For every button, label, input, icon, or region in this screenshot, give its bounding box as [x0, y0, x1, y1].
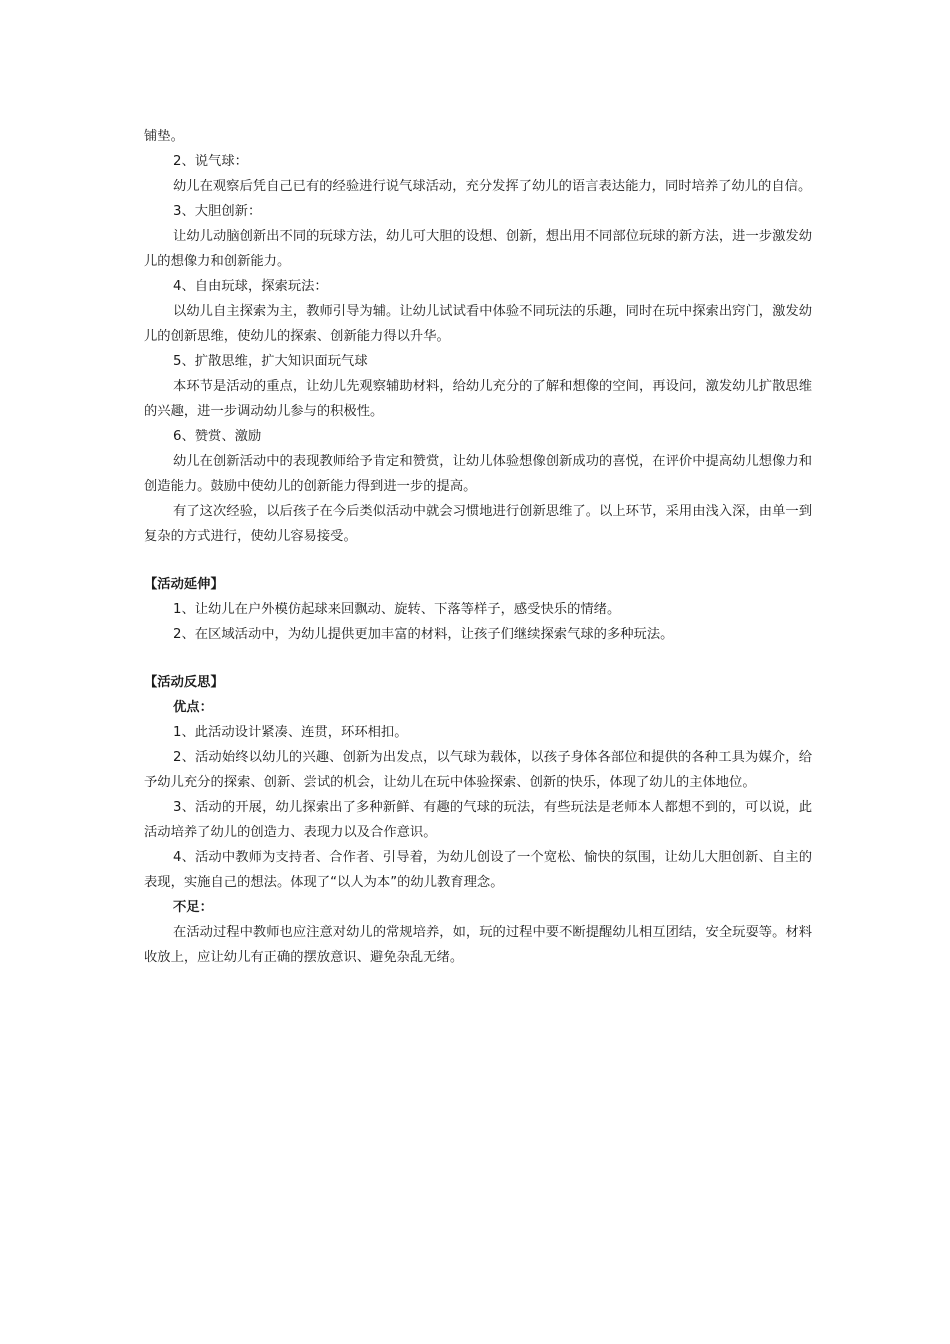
step-2-title: 2、说气球：: [173, 154, 248, 169]
shortcomings-heading: 不足：: [173, 900, 213, 915]
extension-item: 1、让幼儿在户外模仿起球来回飘动、旋转、下落等样子，感受快乐的情绪。: [173, 602, 621, 617]
step-3-title: 3、大胆创新：: [173, 204, 262, 219]
step-3-body: 让幼儿动脑创新出不同的玩球方法，幼儿可大胆的设想、创新，想出用不同部位玩球的新方法，进一步激发幼儿的想像力和创新能力。: [144, 229, 812, 269]
paragraph-continuation: 铺垫。: [144, 129, 184, 144]
reflection-heading: 【活动反思】: [144, 675, 224, 690]
merit-item: 3、活动的开展，幼儿探索出了多种新鲜、有趣的气球的玩法，有些玩法是老师本人都想不到的，可以说，此活动培养了幼儿的创造力、表现力以及合作意识。: [144, 800, 812, 840]
document-page: [144, 124, 812, 970]
step-2-body: 幼儿在观察后凭自己已有的经验进行说气球活动，充分发挥了幼儿的语言表达能力，同时培养了幼儿的自信。: [173, 179, 812, 194]
summary-paragraph: 有了这次经验，以后孩子在今后类似活动中就会习惯地进行创新思维了。以上环节，采用由浅入深，由单一到复杂的方式进行，使幼儿容易接受。: [144, 504, 812, 544]
step-5-body: 本环节是活动的重点，让幼儿先观察辅助材料，给幼儿充分的了解和想像的空间，再设问，激发幼儿扩散思维的兴趣，进一步调动幼儿参与的积极性。: [144, 379, 812, 419]
merit-item: 2、活动始终以幼儿的兴趣、创新为出发点，以气球为载体，以孩子身体各部位和提供的各种工具为媒介，给予幼儿充分的探索、创新、尝试的机会，让幼儿在玩中体验探索、创新的快乐，体现了幼儿的主体地位。: [144, 750, 812, 790]
section-spacer: [144, 647, 812, 670]
extension-heading: 【活动延伸】: [144, 577, 224, 592]
step-4-title: 4、自由玩球，探索玩法：: [173, 279, 328, 294]
extension-item: 2、在区域活动中，为幼儿提供更加丰富的材料，让孩子们继续探索气球的多种玩法。: [173, 627, 674, 642]
step-6-body: 幼儿在创新活动中的表现教师给予肯定和赞赏，让幼儿体验想像创新成功的喜悦，在评价中提高幼儿想像力和创造能力。鼓励中使幼儿的创新能力得到进一步的提高。: [144, 454, 812, 494]
merits-heading: 优点：: [173, 700, 213, 715]
merit-item: 4、活动中教师为支持者、合作者、引导着，为幼儿创设了一个宽松、愉快的氛围，让幼儿大胆创新、自主的表现，实施自己的想法。体现了“以人为本”的幼儿教育理念。: [144, 850, 812, 890]
step-5-title: 5、扩散思维，扩大知识面玩气球: [173, 354, 368, 369]
shortcomings-body: 在活动过程中教师也应注意对幼儿的常规培养，如，玩的过程中要不断提醒幼儿相互团结，安全玩耍等。材料收放上，应让幼儿有正确的摆放意识、避免杂乱无绪。: [144, 925, 812, 965]
step-6-title: 6、赞赏、激励: [173, 429, 262, 444]
step-4-body: 以幼儿自主探索为主，教师引导为辅。让幼儿试试看中体验不同玩法的乐趣，同时在玩中探索出窍门，激发幼儿的创新思维，使幼儿的探索、创新能力得以升华。: [144, 304, 812, 344]
section-spacer: [144, 549, 812, 572]
merit-item: 1、此活动设计紧凑、连贯，环环相扣。: [173, 725, 408, 740]
